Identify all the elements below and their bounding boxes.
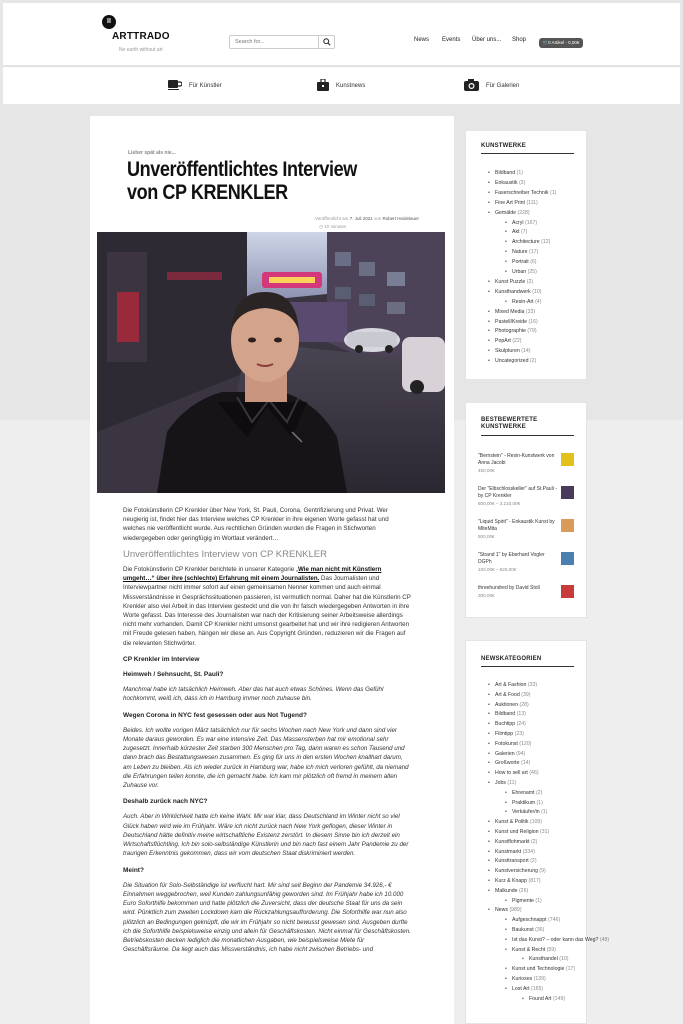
product-price: 500,00€ bbox=[478, 534, 495, 539]
question-heading: Heimweh / Sehnsucht, St. Pauli? bbox=[123, 671, 224, 679]
category-item[interactable] bbox=[512, 790, 542, 796]
category-count: (36) bbox=[535, 927, 545, 933]
category-count: (59) bbox=[546, 946, 556, 953]
category-item[interactable] bbox=[495, 731, 524, 737]
category-item[interactable] bbox=[512, 249, 538, 255]
category-item[interactable] bbox=[512, 976, 546, 982]
category-label[interactable]: Fine Art Print bbox=[495, 199, 525, 206]
category-label[interactable]: Kunst & Politik bbox=[495, 819, 529, 826]
category-item[interactable] bbox=[495, 770, 539, 776]
category-item[interactable] bbox=[495, 190, 556, 196]
category-label[interactable]: Aufgeschnappt bbox=[512, 917, 547, 924]
category-label[interactable]: Found Art bbox=[529, 995, 552, 1002]
category-label[interactable]: Lost Art bbox=[512, 985, 530, 992]
category-item[interactable] bbox=[495, 829, 549, 835]
category-count: (94) bbox=[516, 750, 526, 757]
logo-tagline: No earth without art bbox=[119, 47, 163, 53]
category-item[interactable] bbox=[495, 760, 530, 766]
category-item[interactable] bbox=[512, 898, 542, 904]
category-count: (79) bbox=[527, 328, 537, 335]
product-thumbnail[interactable] bbox=[561, 552, 574, 565]
nav-ueber-uns[interactable]: Über uns... bbox=[472, 37, 502, 43]
answer-paragraph: Manchmal habe ich tatsächlich Heimweh. Aber das hat auch etwas Schönes. Wenn das Gefühl hochkommt, weiß ich, dass ich in Hamburg immer noch zuhause bin. bbox=[123, 686, 384, 703]
product-thumbnail[interactable] bbox=[561, 486, 574, 499]
category-label[interactable]: Architecture bbox=[512, 239, 540, 246]
category-label[interactable]: Mixed Media bbox=[495, 308, 525, 315]
category-count: (14) bbox=[521, 348, 531, 355]
logo-text[interactable]: ARTTRADO bbox=[112, 31, 170, 42]
category-label[interactable]: Pastell/Kreide bbox=[495, 318, 528, 325]
category-count: (22) bbox=[512, 338, 522, 345]
category-item[interactable] bbox=[495, 210, 530, 216]
category-label[interactable]: Art & Fashion bbox=[495, 682, 527, 688]
category-count: (17) bbox=[565, 966, 576, 973]
category-label[interactable]: Galerien bbox=[495, 750, 515, 757]
product-thumbnail[interactable] bbox=[561, 585, 574, 598]
category-label[interactable]: Verkäufer/in bbox=[512, 809, 540, 816]
category-count: (7) bbox=[520, 229, 528, 236]
subnav-kunstnews[interactable] bbox=[317, 79, 365, 93]
category-count: (1) bbox=[535, 897, 542, 904]
meta-author[interactable]: Robert Heidelauer bbox=[382, 216, 420, 221]
category-item[interactable] bbox=[512, 220, 537, 226]
category-count: (167) bbox=[524, 219, 538, 226]
answer-paragraph: Die Situation für Solo-Selbständige ist verflucht hart. Mir sind seit Beginn der Pandemie 34.926,- € Einnahmen weggebrochen, weil Kunden zahlungsunfähig geworden sind. Im Frühjahr habe ich 10.000 Euro Soforthilfe bekommen und hatte plötzlich die Zuversicht, dass der deutsche Staat für uns da sein wird. Pünktlich zum zweiten Lockdown kam die Rückzahlungsaufforderung. Die Soforthilfe war nun also plötzlich an Bedingungen geknüpft, die wir im Frühjahr so nicht bewusst gewesen sind. Ausgeben durfte ich die Soforthilfe beispielsweise einzig und allein für Geschäftskosten. Nicht einmal für Geschäftskosten. Betriebskosten decken lediglich die monatlichen Ausgaben, wie beispielsweise Miete für Geschäftsräume. Da liegt auch das Missverständnis, ich habe nicht zwischen Betriebs- und bbox=[123, 881, 411, 954]
category-count: (139) bbox=[533, 976, 546, 982]
category-label[interactable]: Baukunst bbox=[512, 927, 534, 933]
category-count: (11) bbox=[507, 780, 517, 786]
category-label[interactable]: Filmtipp bbox=[495, 731, 514, 737]
category-label[interactable]: Nature bbox=[512, 249, 528, 256]
category-label[interactable]: Jobs bbox=[495, 780, 506, 786]
article-paragraph bbox=[123, 565, 411, 648]
category-count: (149) bbox=[552, 995, 566, 1002]
coffee-cup-icon bbox=[168, 79, 182, 92]
logo-mark[interactable]: II bbox=[102, 15, 116, 29]
category-count: (1) bbox=[516, 170, 523, 176]
category-subnav bbox=[3, 66, 680, 104]
category-label[interactable]: Bildband bbox=[495, 711, 516, 718]
category-count: (109) bbox=[529, 819, 543, 826]
category-item[interactable] bbox=[512, 927, 544, 933]
category-count: (2) bbox=[531, 838, 538, 845]
meta-date[interactable]: 7. Juli 2021 bbox=[349, 216, 373, 221]
category-count: (2) bbox=[530, 858, 537, 865]
category-item[interactable] bbox=[495, 682, 537, 688]
category-label[interactable]: Kunstversicherung bbox=[495, 868, 538, 875]
category-item[interactable] bbox=[495, 711, 526, 717]
category-item[interactable] bbox=[495, 819, 542, 825]
product-thumbnail[interactable] bbox=[561, 453, 574, 466]
category-count: (817) bbox=[528, 878, 541, 884]
category-count: (1) bbox=[541, 809, 548, 816]
subnav-label: Kunstnews bbox=[336, 83, 366, 89]
category-label[interactable]: Bildband bbox=[495, 170, 516, 176]
category-label[interactable]: Praktikum bbox=[512, 799, 536, 806]
category-count: (39) bbox=[521, 691, 531, 698]
widget-divider bbox=[481, 666, 574, 667]
category-item[interactable] bbox=[495, 907, 522, 913]
widget-divider bbox=[481, 153, 574, 154]
product-name[interactable]: Der "Elbschlosskeller" auf St.Pauli - by CP Krenkler bbox=[478, 486, 557, 499]
category-item[interactable] bbox=[495, 888, 528, 894]
category-count: (17) bbox=[529, 249, 539, 256]
category-item[interactable] bbox=[495, 328, 537, 334]
category-label[interactable]: Photographie bbox=[495, 328, 526, 335]
search-button[interactable] bbox=[318, 36, 334, 48]
site-header bbox=[3, 3, 680, 65]
subnav-label: Für Künstler bbox=[189, 82, 222, 89]
category-label[interactable]: Fotokunst bbox=[495, 740, 518, 747]
category-count: (10) bbox=[532, 288, 542, 295]
category-label[interactable]: Großworte bbox=[495, 760, 520, 767]
reading-time-label: 10 minutes bbox=[324, 224, 347, 229]
product-price: 300,00€ bbox=[478, 593, 495, 598]
category-link[interactable]: Wie man nicht mit Künstlern umgeht…“ über ihre (schlechte) Erfahrung mit einem Journalisten. bbox=[123, 566, 382, 583]
category-label[interactable]: Kunsttransport bbox=[495, 858, 529, 865]
product-name[interactable]: threehundred by David Stoll bbox=[478, 585, 540, 591]
category-count: (2) bbox=[529, 358, 537, 365]
category-label[interactable]: Kurioses bbox=[512, 976, 533, 982]
category-count: (2) bbox=[535, 789, 543, 796]
meta-prefix: Veröffentlicht am bbox=[315, 216, 349, 221]
category-item[interactable] bbox=[512, 269, 537, 275]
category-label[interactable]: Kurz & Knapp bbox=[495, 878, 528, 884]
category-item[interactable] bbox=[495, 878, 541, 884]
nav-events[interactable]: Events bbox=[442, 37, 461, 43]
category-label[interactable]: Skulpturen bbox=[495, 348, 520, 355]
category-item[interactable] bbox=[512, 299, 541, 305]
category-item[interactable] bbox=[495, 319, 538, 325]
reading-time bbox=[319, 224, 346, 230]
category-count: (334) bbox=[522, 848, 535, 855]
category-label[interactable]: Kunsthandel bbox=[529, 956, 558, 963]
product-thumbnail[interactable] bbox=[561, 519, 574, 532]
category-count: (48) bbox=[599, 936, 610, 943]
category-label[interactable]: Kunstmarkt bbox=[495, 848, 522, 855]
question-heading: Wegen Corona in NYC fest gesessen oder aus Not Tugend? bbox=[123, 711, 307, 719]
product-name[interactable]: "Liquid Spirit" - Enkaustik Kunst by MiteMita bbox=[478, 519, 555, 532]
category-count: (111) bbox=[526, 199, 538, 206]
category-count: (25) bbox=[527, 269, 537, 275]
category-label[interactable]: Acryl bbox=[512, 219, 524, 226]
category-count: (746) bbox=[548, 917, 561, 924]
nav-shop[interactable]: Shop bbox=[512, 37, 527, 43]
answer-paragraph: Auch. Aber in Wirklichkeit hatte ich keine Wahl. Mir war klar, dass Deutschland im Winter nicht so viel Glück haben wird wie im Frühjahr. Wäre ich nicht zurück nach New York geflogen, dieser Winter in Deutschland hätte definitiv meine wirtschaftliche Existenz zerstört. In diesem Sinne bin ich derzeit ein Wirtschaftsflüchtling. Ich bin solo-selbständige Künstlerin und bin nach fast einem Jahr Pandemie zu der traurigen Erkenntnis gekommen, dass wir vom deutschen Staat diskriminiert werden. bbox=[123, 813, 409, 858]
product-name[interactable]: "Bernstein" - Resin-Kunstwerk von Anna Jacobi bbox=[478, 453, 555, 466]
category-item[interactable] bbox=[495, 692, 530, 698]
article bbox=[90, 116, 454, 1024]
category-item[interactable] bbox=[512, 800, 543, 806]
widget-title: NEWSKATEGORIEN bbox=[481, 656, 542, 662]
category-count: (31) bbox=[540, 829, 550, 835]
category-item[interactable] bbox=[512, 947, 556, 953]
category-label[interactable]: Malkunde bbox=[495, 887, 518, 894]
category-count: (120) bbox=[519, 740, 532, 747]
cart-icon: 🛒 bbox=[542, 40, 549, 45]
article-kicker: Lieber spät als nie... bbox=[128, 150, 176, 156]
category-count: (1) bbox=[536, 799, 543, 806]
category-item[interactable] bbox=[495, 338, 522, 344]
clock-icon: ◷ bbox=[319, 224, 323, 229]
category-item[interactable] bbox=[495, 868, 546, 874]
category-item[interactable] bbox=[495, 741, 531, 747]
category-item[interactable] bbox=[512, 937, 609, 943]
category-item[interactable] bbox=[495, 849, 535, 855]
widget-title: BESTBEWERTETE KUNSTWERKE bbox=[481, 417, 538, 430]
category-label[interactable]: News bbox=[495, 907, 508, 914]
category-count: (10) bbox=[559, 956, 569, 963]
category-count: (9) bbox=[539, 868, 546, 875]
search-box bbox=[229, 35, 335, 49]
category-item[interactable] bbox=[512, 966, 575, 972]
category-label[interactable]: Kunsthandwerk bbox=[495, 288, 531, 295]
subnav-fuer-galerien[interactable] bbox=[464, 79, 519, 93]
category-label[interactable]: PopArt bbox=[495, 338, 511, 345]
category-count: (24) bbox=[516, 721, 526, 728]
category-item[interactable] bbox=[529, 996, 565, 1002]
category-count: (26) bbox=[518, 887, 529, 894]
category-label[interactable]: Kunst & Recht bbox=[512, 946, 546, 953]
paragraph-text: Die Fotokünstlerin CP Krenkler berichtete in unserer Kategorie „ bbox=[123, 566, 298, 574]
category-label[interactable]: Kunstflohmarkt bbox=[495, 838, 530, 845]
article-meta bbox=[315, 216, 419, 221]
camera-icon bbox=[464, 79, 479, 93]
category-label[interactable]: Faserschreiber Technik bbox=[495, 189, 549, 196]
category-count: (46) bbox=[529, 770, 539, 777]
widget-title: KUNSTWERKE bbox=[481, 143, 526, 149]
article-title: Unveröffentlichtes Interview von CP KRENKLER bbox=[127, 158, 357, 204]
category-count: (28) bbox=[519, 701, 529, 708]
question-heading: Meint? bbox=[123, 866, 144, 874]
category-item[interactable] bbox=[495, 170, 523, 176]
category-count: (23) bbox=[514, 731, 524, 737]
category-label[interactable]: Gemälde bbox=[495, 209, 517, 216]
cart-label: 0 Artikel - 0,00€ bbox=[548, 40, 580, 45]
category-label[interactable]: Enkaustik bbox=[495, 179, 518, 186]
category-count: (989) bbox=[509, 907, 522, 914]
widget-bestbewertete bbox=[465, 402, 587, 618]
cart-button[interactable] bbox=[539, 38, 583, 48]
interview-heading: CP Krenkler im Interview bbox=[123, 655, 200, 663]
category-item[interactable] bbox=[495, 200, 538, 206]
article-hero-photo[interactable] bbox=[97, 232, 445, 493]
category-count: (228) bbox=[517, 209, 530, 216]
category-item[interactable] bbox=[495, 721, 526, 727]
category-item[interactable] bbox=[495, 348, 531, 354]
category-item[interactable] bbox=[529, 956, 569, 962]
product-price: 100,00€ – 525,00€ bbox=[478, 567, 517, 572]
category-item[interactable] bbox=[512, 917, 560, 923]
category-count: (2) bbox=[526, 278, 534, 285]
category-count: (14) bbox=[520, 760, 531, 767]
category-item[interactable] bbox=[495, 309, 535, 315]
category-item[interactable] bbox=[495, 702, 529, 708]
category-label[interactable]: Art & Food bbox=[495, 691, 520, 698]
subnav-label: Für Galerien bbox=[486, 83, 520, 89]
category-count: (13) bbox=[516, 711, 526, 718]
article-intro: Die Fotokünstlerin CP Krenkler über New York, St. Pauli, Corona, Gentrifizierung und Privat. Wer neugierig ist, findet hier das Interview welches CP Krenkler in ihre eigenen Worte gefasst hat und welches nie veröffentlicht wurde. Aus rechtlichen Gründen wurden die Fragen in Stichworten wiedergegeben oder geringfügig im Wortlaut verändert… bbox=[123, 507, 389, 542]
widget-newskategorien bbox=[465, 640, 610, 1024]
search-icon bbox=[323, 38, 331, 46]
category-item[interactable] bbox=[495, 839, 537, 845]
product-price: 800,00€ – 3.210,00€ bbox=[478, 501, 521, 506]
category-item[interactable] bbox=[512, 239, 550, 245]
category-count: (6) bbox=[530, 259, 537, 266]
category-item[interactable] bbox=[495, 358, 536, 364]
category-label[interactable]: Ist das Kunst? – oder kann das Weg? bbox=[512, 936, 599, 943]
question-heading: Deshalb zurück nach NYC? bbox=[123, 798, 208, 806]
category-count: (12) bbox=[541, 239, 551, 246]
category-count: (1) bbox=[549, 189, 557, 196]
category-item[interactable] bbox=[512, 986, 543, 992]
category-label[interactable]: Kunst und Technologie bbox=[512, 966, 565, 973]
category-count: (33) bbox=[527, 682, 538, 688]
category-label[interactable]: Buchtipp bbox=[495, 721, 516, 728]
product-price: 450,00€ bbox=[478, 468, 495, 473]
category-label[interactable]: Resin-Art bbox=[512, 298, 534, 305]
article-subheading: Unveröffentlichtes Interview von CP KRENKLER bbox=[123, 548, 327, 560]
category-item[interactable] bbox=[495, 858, 537, 864]
meta-by: von bbox=[374, 216, 382, 221]
category-item[interactable] bbox=[495, 780, 516, 786]
category-label[interactable]: Uncategorized bbox=[495, 358, 529, 365]
article-body bbox=[123, 506, 411, 961]
widget-kunstwerke bbox=[465, 130, 587, 380]
nav-news[interactable]: News bbox=[414, 37, 430, 43]
category-label[interactable]: Pigmente bbox=[512, 897, 534, 904]
category-label[interactable]: Urban bbox=[512, 269, 527, 275]
category-item[interactable] bbox=[512, 809, 547, 815]
category-item[interactable] bbox=[495, 279, 533, 285]
category-item[interactable] bbox=[512, 259, 537, 265]
category-label[interactable]: Akt bbox=[512, 229, 520, 236]
category-label[interactable]: Auktionen bbox=[495, 701, 519, 708]
category-count: (165) bbox=[531, 985, 544, 992]
category-label[interactable]: Portrait bbox=[512, 259, 529, 266]
widget-divider bbox=[481, 435, 574, 436]
category-count: (3) bbox=[518, 179, 526, 186]
category-item[interactable] bbox=[512, 229, 527, 235]
category-item[interactable] bbox=[495, 180, 525, 186]
category-label[interactable]: Kunst und Religion bbox=[495, 829, 539, 835]
category-count: (4) bbox=[535, 298, 542, 305]
answer-paragraph: Beides. Ich wollte vorigen März tatsächlich nur für sechs Wochen nach New York und dann sind vier Monate daraus geworden. Es war eine intensive Zeit. Das Massensterben hat mir emotional sehr zugesetzt. Innerhalb kürzester Zeit starben 300 Menschen pro Tag, dann waren es schon Tausend und dann brach das Bestattungswesen zusammen. Es ging für uns in den ersten Wochen knallhart darum, am Leben zu bleiben. Als ich wieder zurück in Hamburg war, habe ich mich verloren gefühlt, da niemand die Erfahrungen teilen konnte, die ich gemacht habe. Ich kam mir plötzlich oft fremd in meinem alten Zuhause vor. bbox=[123, 726, 409, 790]
category-label[interactable]: Ehrenamt bbox=[512, 789, 535, 796]
paragraph-text: Das Journalisten und Interviewpartner nicht immer sofort auf einen gemeinsamen Nenner kommen und auch einmal Missverständnisse in Gesprächssituationen passieren, ist vermutlich normal. Daher hat die Künstlerin CP Krenkler also viel Arbeit in das Interview gesteckt und die von ihr falsch wiedergegeben Antworten in ihre Worte gefasst. Das Interesse des Journalisten war nach der Kritisierung seiner Arbeitsweise allerdings nicht mehr vorhanden. Damit CP Krenkler nicht umsonst gearbeitet hat und wir ihre redigieren Antworten mit Freude gelesen haben, hängen wir diese an. Aus Copyright Gründen, reduzieren wir die Fragen auf die relevanten Stichwörter. bbox=[123, 575, 411, 647]
category-label[interactable]: How to sell art bbox=[495, 770, 528, 777]
category-count: (33) bbox=[525, 308, 536, 315]
category-count: (16) bbox=[528, 318, 538, 325]
product-name[interactable]: "Strand 1" by Eberhard Vogler DGPh bbox=[478, 552, 545, 565]
briefcase-icon bbox=[317, 79, 329, 93]
category-item[interactable] bbox=[495, 751, 525, 757]
subnav-fuer-kuenstler[interactable] bbox=[168, 79, 222, 92]
category-item[interactable] bbox=[495, 289, 541, 295]
category-label[interactable]: Kunst Puzzle bbox=[495, 278, 526, 285]
search-input[interactable] bbox=[230, 36, 320, 48]
